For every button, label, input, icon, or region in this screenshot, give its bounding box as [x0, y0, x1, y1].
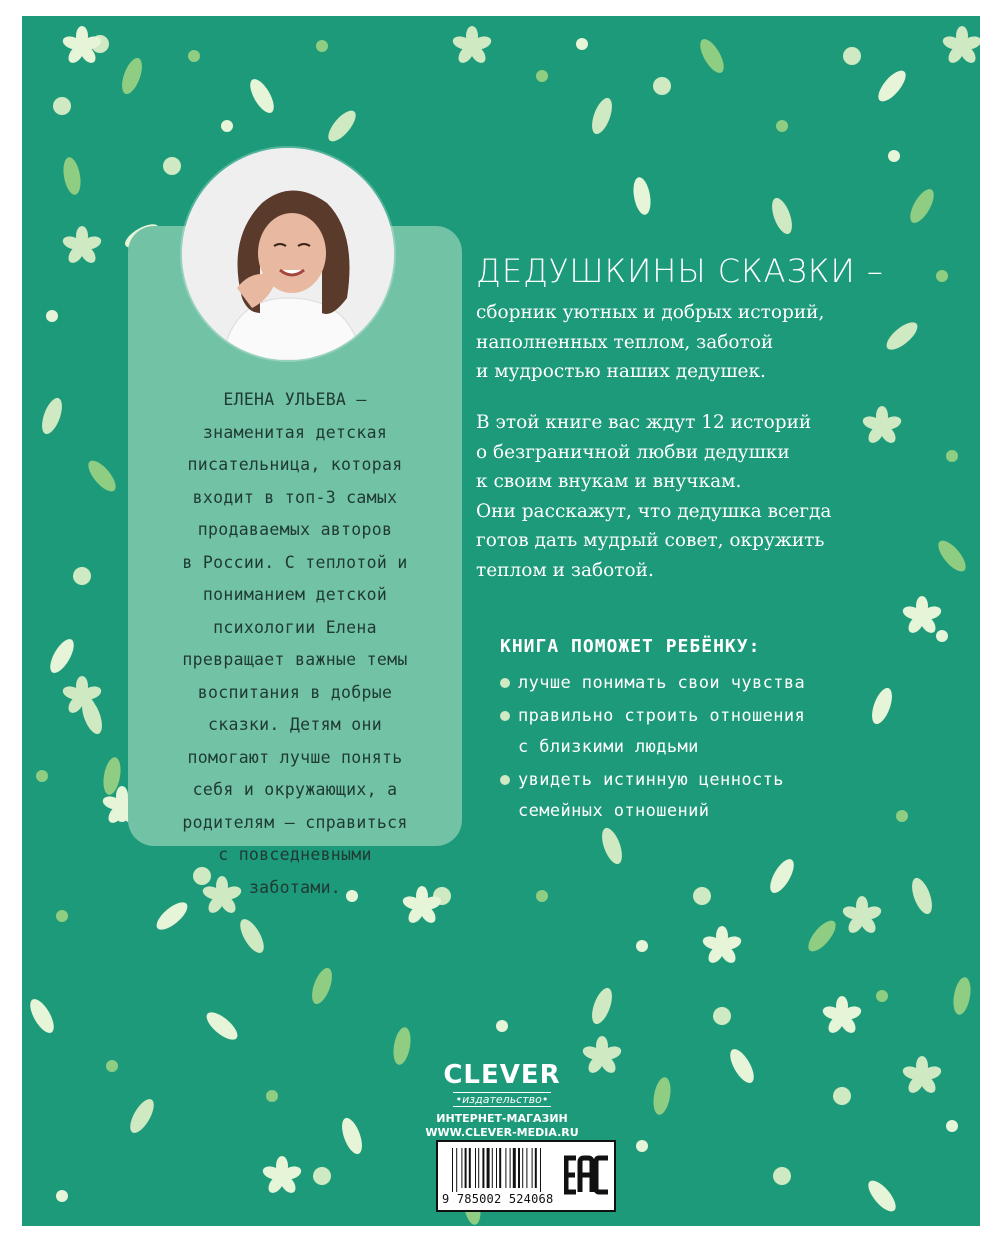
dot-decoration	[73, 567, 91, 585]
benefit-line: правильно строить отношения	[518, 706, 806, 726]
barcode-bar	[540, 1148, 541, 1192]
leaf-decoration	[868, 685, 896, 726]
dot-decoration	[313, 1167, 331, 1185]
dot-decoration	[163, 157, 181, 175]
barcode-bar	[482, 1148, 484, 1188]
leaf-decoration	[882, 318, 921, 355]
eac-mark-icon	[564, 1152, 610, 1198]
flower-decoration	[61, 26, 103, 66]
shop-info	[412, 1112, 592, 1140]
dot-decoration	[188, 50, 200, 62]
barcode-bar	[535, 1148, 537, 1188]
bullet-icon	[500, 775, 510, 785]
bio-line: помогают лучше понять	[187, 747, 403, 767]
bio-line: воспитания в добрые	[197, 682, 393, 702]
dot-decoration	[56, 910, 68, 922]
dot-decoration	[536, 70, 548, 82]
barcode-bar	[499, 1148, 501, 1188]
leaf-decoration	[391, 1026, 413, 1066]
book-title: ДЕДУШКИНЫ СКАЗКИ –	[476, 252, 884, 290]
intro-line: наполненных теплом, заботой	[476, 331, 774, 353]
barcode-icon	[452, 1148, 556, 1192]
benefit-item	[476, 701, 805, 763]
barcode-bar	[518, 1148, 520, 1188]
leaf-decoration	[308, 965, 336, 1006]
benefit-item	[476, 668, 805, 699]
benefit-line: семейных отношений	[518, 801, 710, 821]
barcode-bar	[487, 1148, 490, 1188]
bio-line: в России. С теплотой и	[182, 552, 408, 572]
dot-decoration	[53, 97, 71, 115]
barcode-bar	[465, 1148, 467, 1188]
bio-line: заботами.	[248, 877, 342, 897]
leaf-decoration	[908, 875, 936, 916]
bullet-icon	[500, 711, 510, 721]
dot-decoration	[773, 1167, 791, 1185]
dot-decoration	[496, 1020, 508, 1032]
dot-decoration	[56, 1190, 68, 1202]
leaf-decoration	[906, 186, 939, 227]
description-line: готов дать мудрый совет, окружить	[476, 530, 825, 551]
dot-decoration	[653, 77, 671, 95]
leaf-decoration	[46, 636, 79, 677]
leaf-decoration	[338, 1115, 366, 1156]
barcode-panel	[436, 1140, 616, 1212]
leaf-decoration	[804, 916, 841, 955]
leaf-decoration	[951, 976, 973, 1016]
benefit-item	[476, 765, 805, 827]
dot-decoration	[896, 810, 908, 822]
benefit-line: увидеть истинную ценность	[518, 770, 784, 790]
shop-url: WWW.CLEVER-MEDIA.RU	[425, 1126, 579, 1139]
barcode-bar	[475, 1148, 476, 1188]
barcode-bar	[461, 1148, 462, 1188]
bio-line: превращает важные темы	[182, 650, 408, 669]
book-description	[476, 408, 831, 585]
barcode-bar	[522, 1148, 523, 1188]
leaf-decoration	[598, 825, 626, 866]
dot-decoration	[316, 40, 328, 52]
bullet-icon	[500, 678, 510, 688]
bio-line: себя и окружающих, а	[192, 780, 398, 799]
author-bio	[128, 384, 462, 904]
leaf-decoration	[38, 395, 66, 436]
leaf-decoration	[118, 55, 146, 96]
flower-decoration	[261, 1156, 303, 1196]
description-line: теплом и заботой.	[476, 559, 654, 581]
benefits-heading: КНИГА ПОМОЖЕТ РЕБЁНКУ:	[500, 636, 761, 657]
leaf-decoration	[588, 95, 616, 136]
barcode-bar	[456, 1148, 457, 1192]
leaf-decoration	[864, 1176, 901, 1215]
dot-decoration	[636, 1140, 648, 1152]
dot-decoration	[936, 630, 948, 642]
bio-line: писательница, которая	[187, 455, 403, 474]
dot-decoration	[221, 120, 233, 132]
barcode-bar	[513, 1148, 516, 1188]
flower-decoration	[861, 406, 903, 446]
bio-line: с повседневными	[218, 845, 372, 864]
flower-decoration	[701, 926, 743, 966]
bio-line: пониманием детской	[202, 585, 388, 604]
flower-decoration	[61, 226, 103, 266]
dot-decoration	[936, 270, 948, 282]
bio-line: знаменитая детская	[202, 422, 388, 442]
isbn-number: 9 785002 524068	[442, 1192, 554, 1206]
flower-decoration	[581, 1036, 623, 1076]
barcode-bar	[510, 1148, 511, 1188]
leaf-decoration	[696, 36, 729, 77]
flower-decoration	[821, 996, 863, 1036]
dot-decoration	[636, 940, 648, 952]
dot-decoration	[888, 150, 900, 162]
publisher-subtitle: •издательство•	[453, 1092, 552, 1107]
dot-decoration	[876, 990, 888, 1002]
description-line: о безграничной любви дедушки	[476, 441, 790, 463]
leaf-decoration	[934, 536, 971, 575]
barcode-bar	[496, 1148, 497, 1188]
leaf-decoration	[588, 985, 616, 1026]
bio-line: ЕЛЕНА УЛЬЕВА —	[223, 390, 367, 409]
dot-decoration	[713, 1007, 731, 1025]
description-line: В этой книге вас ждут 12 историй	[476, 412, 812, 433]
dot-decoration	[776, 120, 788, 132]
bio-line: сказки. Детям они	[208, 715, 382, 734]
leaf-decoration	[631, 176, 653, 216]
barcode-bar	[526, 1148, 527, 1188]
dot-decoration	[266, 1090, 278, 1102]
dot-decoration	[946, 450, 958, 462]
dot-decoration	[536, 890, 548, 902]
leaf-decoration	[246, 76, 279, 117]
barcode-bar	[478, 1148, 479, 1188]
dot-decoration	[576, 38, 588, 50]
flower-decoration	[451, 26, 493, 66]
dot-decoration	[946, 1120, 958, 1132]
benefit-line: лучше понимать свои чувства	[518, 673, 806, 693]
dot-decoration	[46, 310, 58, 322]
leaf-decoration	[236, 916, 269, 957]
bio-line: родителям — справиться	[182, 812, 408, 832]
benefit-line: с близкими людьми	[518, 737, 699, 757]
flower-decoration	[901, 596, 943, 636]
author-photo	[182, 148, 394, 360]
publisher-logo	[440, 1062, 564, 1107]
leaf-decoration	[126, 1096, 159, 1137]
book-back-cover	[22, 16, 980, 1226]
flower-decoration	[841, 896, 883, 936]
leaf-decoration	[61, 156, 83, 196]
dot-decoration	[106, 1060, 118, 1072]
leaf-decoration	[726, 1046, 759, 1087]
dot-decoration	[693, 887, 711, 905]
bio-line: входит в топ-3 самых	[192, 487, 398, 507]
barcode-bar	[532, 1148, 533, 1188]
publisher-name: CLEVER	[443, 1060, 561, 1090]
description-line: к своим внукам и внучкам.	[476, 471, 742, 492]
leaf-decoration	[202, 1008, 241, 1045]
description-line: Они расскажут, что дедушка всегда	[476, 500, 832, 522]
shop-label: ИНТЕРНЕТ-МАГАЗИН	[436, 1112, 568, 1125]
intro-line: и мудростью наших дедушек.	[476, 361, 766, 382]
bio-line: психологии Елена	[213, 617, 377, 637]
leaf-decoration	[324, 106, 361, 145]
leaf-decoration	[874, 66, 911, 105]
leaf-decoration	[766, 856, 799, 897]
intro-line: сборник уютных и добрых историй,	[476, 302, 825, 323]
dot-decoration	[843, 47, 861, 65]
flower-decoration	[901, 1056, 943, 1096]
bio-line: продаваемых авторов	[197, 520, 393, 539]
leaf-decoration	[84, 456, 121, 495]
leaf-decoration	[768, 195, 796, 236]
book-intro	[476, 298, 824, 387]
barcode-bar	[492, 1148, 493, 1188]
dot-decoration	[833, 1087, 851, 1105]
leaf-decoration	[651, 1076, 673, 1116]
barcode-bar	[505, 1148, 506, 1188]
barcode-bar	[452, 1148, 453, 1192]
barcode-bar	[469, 1148, 471, 1188]
dot-decoration	[36, 770, 48, 782]
benefits-list	[476, 668, 805, 829]
flower-decoration	[941, 26, 980, 66]
leaf-decoration	[26, 996, 59, 1037]
